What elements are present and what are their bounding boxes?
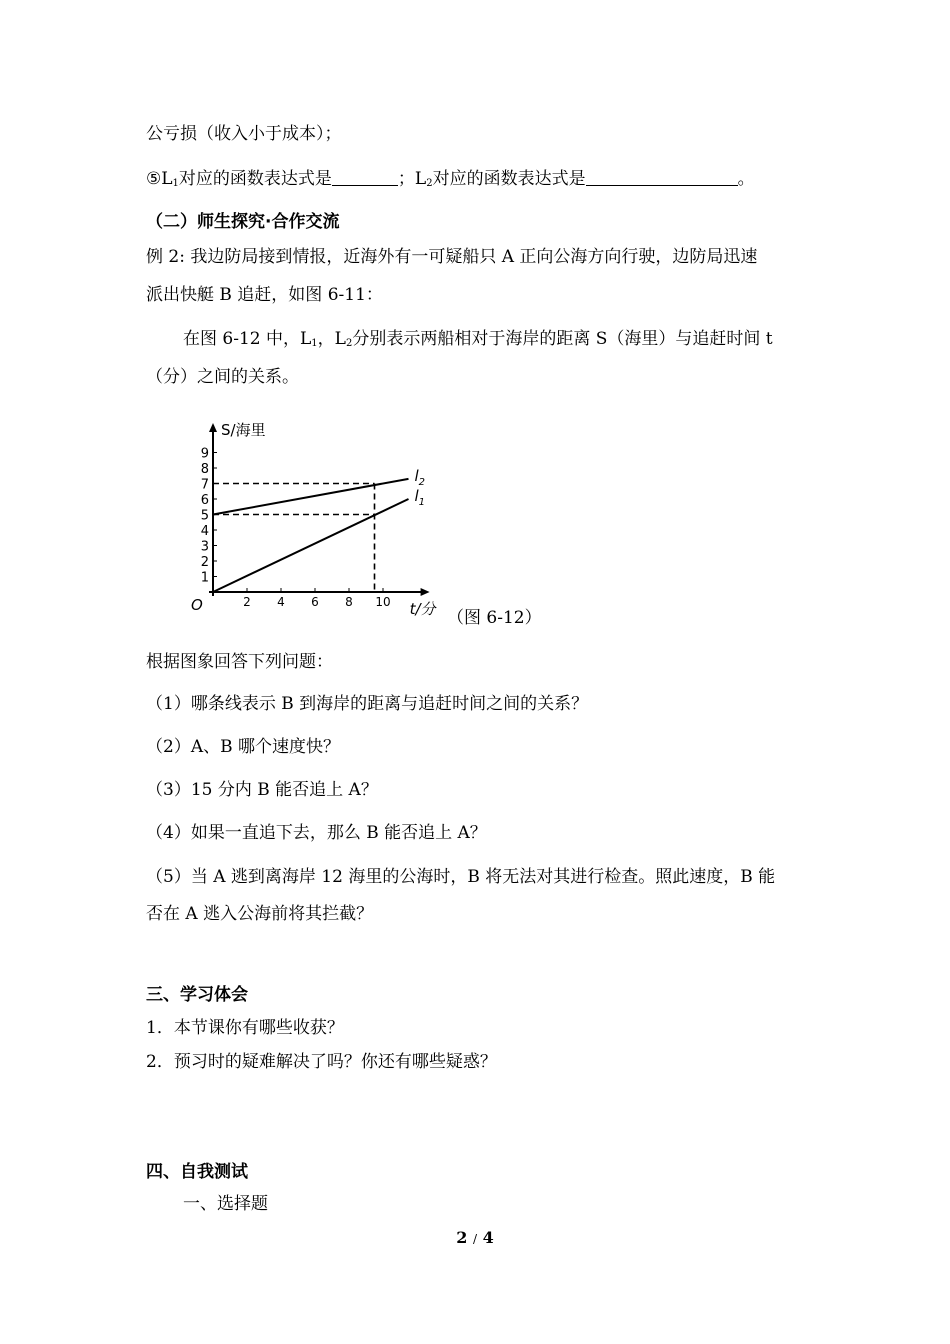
page-current: 2 <box>456 1228 468 1247</box>
l2-subscript: 2 <box>426 178 433 189</box>
origin-label: O <box>191 596 203 614</box>
question-1: （1）哪条线表示 B 到海岸的距离与追赶时间之间的关系？ <box>146 694 589 714</box>
function-expression-line <box>146 167 755 196</box>
y-tick-label-1: 1 <box>200 570 209 586</box>
l1-subscript: 1 <box>172 178 179 189</box>
page-total: 4 <box>482 1228 494 1247</box>
y-tick-label-3: 3 <box>200 539 209 555</box>
figure-caption: （图 6-12） <box>447 608 542 628</box>
graph-desc-sub1: 1 <box>311 338 318 349</box>
graph-desc-c: 分别表示两船相对于海岸的距离 S（海里）与追赶时间 t <box>352 329 773 349</box>
axis-labels <box>191 421 438 618</box>
question-5-line2: 否在 A 逃入公海前将其拦截？ <box>146 904 374 924</box>
y-tick-label-6: 6 <box>200 493 209 508</box>
y-tick-label-2: 2 <box>200 555 209 570</box>
x-axis-arrow <box>421 588 430 596</box>
y-tick-label-5: 5 <box>200 508 209 524</box>
reflection-item-2: 2．预习时的疑难解决了吗？你还有哪些疑惑？ <box>146 1052 497 1072</box>
question-prompt: 根据图象回答下列问题： <box>146 652 333 672</box>
x-axis-label: t/分 <box>409 600 436 618</box>
question-4: （4）如果一直追下去，那么 B 能否追上 A？ <box>146 823 487 843</box>
distance-time-graph <box>183 405 443 620</box>
l2-prefix: ；L <box>397 169 427 189</box>
x-tick-label-6: 6 <box>311 595 319 609</box>
section-heading-self-test: 四、自我测试 <box>146 1162 248 1182</box>
x-tick-label-10: 10 <box>375 595 391 609</box>
y-tick-label-4: 4 <box>200 524 209 539</box>
series-label-l2: $l_2$ <box>414 466 426 488</box>
series-line-l1 <box>213 499 409 592</box>
example-text-line2: 派出快艇 B 追赶，如图 6-11： <box>146 285 383 305</box>
question-2: （2）A、B 哪个速度快？ <box>146 737 340 757</box>
x-tick-label-4: 4 <box>277 595 285 609</box>
page-separator: / <box>472 1232 478 1246</box>
series-line-l2 <box>213 479 409 515</box>
y-tick-label-9: 9 <box>200 446 209 462</box>
series-label-l1: $l_1$ <box>414 487 426 508</box>
self-test-subheading: 一、选择题 <box>183 1194 268 1214</box>
graph-description-line2: （分）之间的关系。 <box>146 367 299 387</box>
graph-desc-sub2: 2 <box>345 338 353 349</box>
section-heading-explore: （二）师生探究·合作交流 <box>146 212 340 232</box>
l2-expression-blank[interactable] <box>586 169 738 186</box>
l1-expression-blank[interactable] <box>332 169 398 186</box>
text-line-1: 公亏损（收入小于成本）； <box>146 124 342 144</box>
y-axis-label: S/海里 <box>221 421 266 439</box>
question-5-line1: （5）当 A 逃到离海岸 12 海里的公海时，B 将无法对其进行检查。照此速度，B 能 <box>146 867 776 887</box>
y-tick-label-8: 8 <box>200 462 209 477</box>
example-text-line1: 例 2: 我边防局接到情报，近海外有一可疑船只 A 正向公海方向行驶，边防局迅速 <box>146 247 758 267</box>
y-axis-arrow <box>209 423 217 432</box>
section-heading-reflection: 三、学习体会 <box>146 985 248 1005</box>
l2-expression-label: 对应的函数表达式是 <box>432 169 586 189</box>
x-tick-label-2: 2 <box>243 595 251 609</box>
l1-expression-label: 对应的函数表达式是 <box>178 169 332 189</box>
l1-prefix: ⑤L <box>146 169 173 189</box>
series-lines <box>213 467 425 592</box>
graph-description <box>183 327 773 356</box>
graph-desc-a: 在图 6-12 中，L <box>183 329 312 349</box>
y-tick-label-7: 7 <box>200 477 209 493</box>
graph-desc-b: ，L <box>317 329 346 349</box>
x-tick-label-8: 8 <box>345 595 353 609</box>
question-3: （3）15 分内 B 能否追上 A？ <box>146 780 378 800</box>
page-number <box>0 1228 950 1247</box>
period: 。 <box>737 169 755 189</box>
reflection-item-1: 1．本节课你有哪些收获？ <box>146 1018 344 1038</box>
